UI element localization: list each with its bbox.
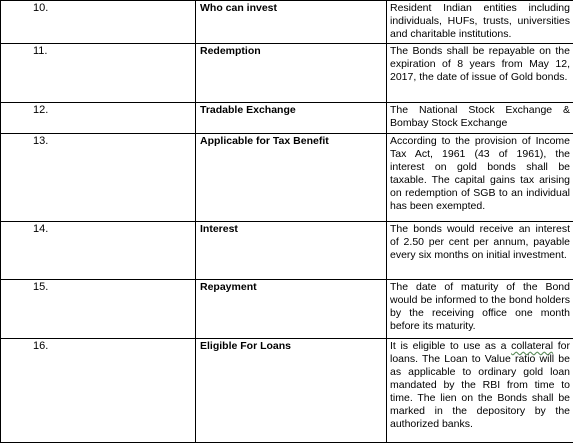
row-label: Who can invest	[196, 1, 387, 44]
row-label: Redemption	[196, 44, 387, 103]
table-row	[1, 44, 573, 103]
table-row	[1, 339, 573, 443]
row-number: 10.	[1, 1, 196, 44]
row-label: Applicable for Tax Benefit	[196, 134, 387, 222]
row-label: Eligible For Loans	[196, 339, 387, 443]
table-row	[1, 280, 573, 339]
row-value: The Bonds shall be repayable on the expiration of 8 years from May 12, 2017, the date of issue of Gold bonds.	[387, 44, 573, 103]
row-value: According to the provision of Income Tax Act, 1961 (43 of 1961), the interest on gold bonds shall be taxable. The capital gains tax arising on redemption of SGB to an individual has been exempted.	[387, 134, 573, 222]
row-value: Resident Indian entities including individuals, HUFs, trusts, universities and charitable institutions.	[387, 1, 573, 44]
row-number: 15.	[1, 280, 196, 339]
table-row	[1, 1, 573, 44]
row-value	[387, 339, 573, 443]
row-label: Interest	[196, 222, 387, 280]
table-row	[1, 134, 573, 222]
spellcheck-marked-word: collateral	[511, 340, 554, 352]
row-label: Tradable Exchange	[196, 103, 387, 134]
row-value: The bonds would receive an interest of 2.50 per cent per annum, payable every six months on initial investment.	[387, 222, 573, 280]
row-value-text: for loans. The Loan to Value ratio will be as applicable to ordinary gold loan mandated by the RBI from time to time. The lien on the Bonds shall be marked in the depository by the authorized banks.	[390, 340, 570, 430]
row-value: The National Stock Exchange & Bombay Stock Exchange	[387, 103, 573, 134]
row-value-text: It is eligible to use as a	[390, 340, 512, 352]
table-row	[1, 103, 573, 134]
row-number: 14.	[1, 222, 196, 280]
row-value: The date of maturity of the Bond would be informed to the bond holders by the receiving office one month before its maturity.	[387, 280, 573, 339]
row-label: Repayment	[196, 280, 387, 339]
row-number: 11.	[1, 44, 196, 103]
row-number: 16.	[1, 339, 196, 443]
row-number: 12.	[1, 103, 196, 134]
table-row	[1, 222, 573, 280]
row-number: 13.	[1, 134, 196, 222]
